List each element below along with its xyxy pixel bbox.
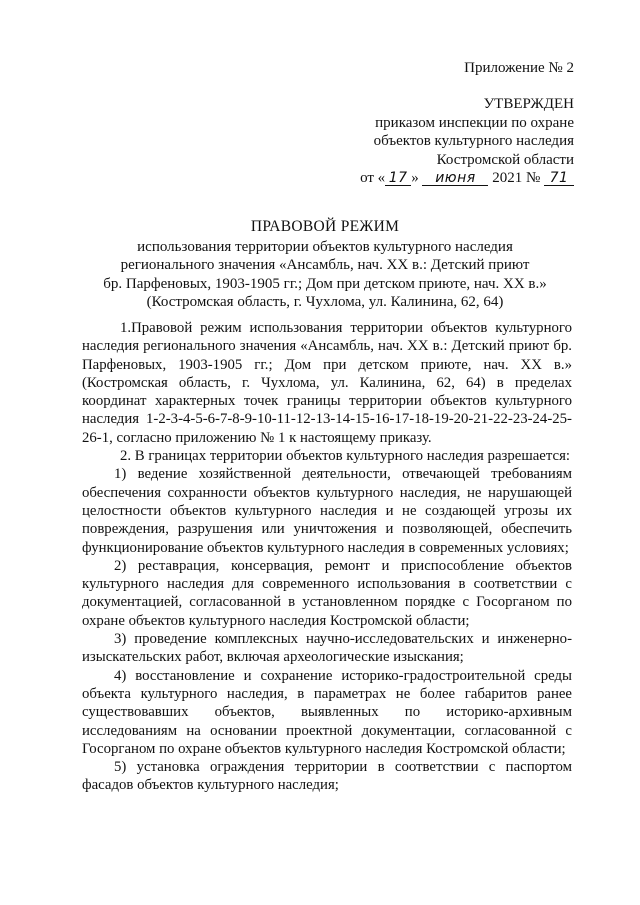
paragraph-1: 1.Правовой режим использования территории объектов культурного наследия регионального значения «Ансамбль, нач. XX в.: Детский приют бр. Парфеновых, 1903-1905 гг.; Дом при детском приюте, нач. XX в.» (Костромская область, г. Чухлома, ул. Калинина, 62, 64) в пределах координат характерных точек границы территории объектов культурного наследия 1-2-3-4-5-6-7-8-9-10-11-12-13-14-15-16-17-18-19-20-21-22-23-24-25-26-1, согласно приложению № 1 к настоящему приказу. bbox=[82, 320, 572, 446]
approval-date-line bbox=[360, 169, 574, 188]
document-title-block bbox=[80, 218, 570, 312]
approval-line-3: Костромской области bbox=[436, 151, 574, 168]
approval-block bbox=[360, 95, 574, 188]
approval-line-2: объектов культурного наследия bbox=[373, 133, 574, 149]
handwritten-day: 17 bbox=[385, 171, 411, 186]
handwritten-order-number: 71 bbox=[544, 171, 574, 186]
handwritten-month: июня bbox=[422, 171, 488, 186]
year-and-number-label: 2021 № bbox=[492, 170, 541, 186]
approval-title: УТВЕРЖДЕН bbox=[483, 96, 574, 112]
date-prefix: от « bbox=[360, 170, 386, 186]
list-item-1: 1) ведение хозяйственной деятельности, отвечающей требованиям обеспечения сохранности объектов культурного наследия, не нарушающей целостности объектов культурного наследия и не создающей угрозы их повреждения, разрушения или уничтожения и позволяющей, обеспечить функционирование объектов культурного наследия в современных условиях; bbox=[82, 466, 572, 556]
appendix-label: Приложение № 2 bbox=[464, 60, 574, 76]
list-item-4: 4) восстановление и сохранение историко-градостроительной среды объекта культурного наследия, в параметрах не более габаритов ранее существовавших объектов, выявленных по историко-архивным исследованиям на основании проектной документации, согласованной с Госорганом по охране объектов культурного наследия Костромской области; bbox=[82, 667, 572, 757]
document-body bbox=[82, 319, 572, 795]
title-line-4: (Костромская область, г. Чухлома, ул. Калинина, 62, 64) bbox=[146, 294, 504, 310]
date-mid: » bbox=[411, 170, 419, 186]
title-line-2: регионального значения «Ансамбль, нач. XX в.: Детский приют bbox=[120, 257, 530, 273]
approval-line-1: приказом инспекции по охране bbox=[375, 114, 574, 131]
title-line-1: использования территории объектов культурного наследия bbox=[137, 238, 513, 255]
list-item-2: 2) реставрация, консервация, ремонт и приспособление объектов культурного наследия для современного использования в соответствии с документацией, согласованной в установленном порядке с Госорганом по охране объектов культурного наследия Костромской области; bbox=[82, 557, 572, 629]
list-item-5: 5) установка ограждения территории в соответствии с паспортом фасадов объектов культурного наследия; bbox=[82, 759, 572, 794]
list-item-3: 3) проведение комплексных научно-исследовательских и инженерно-изыскательских работ, включая археологические изыскания; bbox=[82, 631, 572, 666]
paragraph-2: 2. В границах территории объектов культурного наследия разрешается: bbox=[120, 448, 570, 465]
title-line-3: бр. Парфеновых, 1903-1905 гг.; Дом при детском приюте, нач. XX в.» bbox=[103, 275, 547, 292]
document-title: ПРАВОВОЙ РЕЖИМ bbox=[250, 218, 400, 235]
